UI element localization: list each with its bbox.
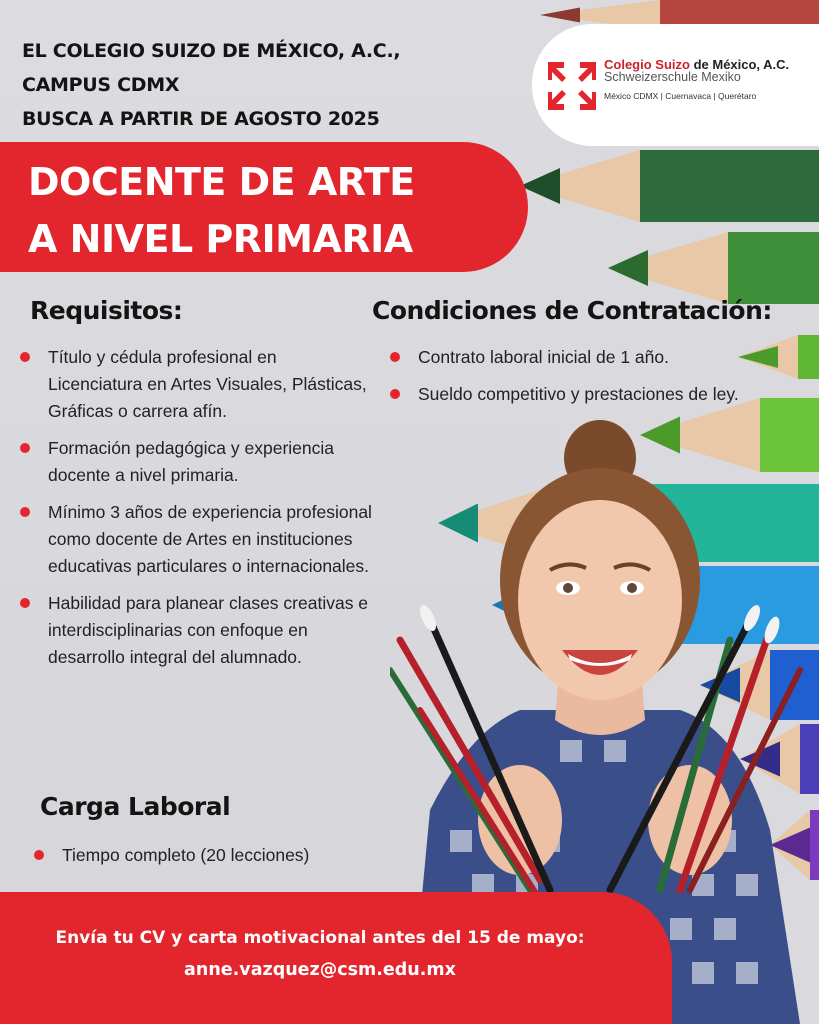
carga-heading: Carga Laboral [40,792,231,821]
footer-banner [0,892,672,1024]
bullet-dot-icon [390,389,400,399]
logo-locations: México CDMX | Cuernavaca | Querétaro [604,91,757,101]
condicion-item: Sueldo competitivo y prestaciones de ley. [390,381,740,408]
logo-card [532,24,819,146]
header-text [22,34,462,136]
requisitos-heading: Requisitos: [30,296,183,325]
contact-email[interactable]: anne.vazquez@csm.edu.mx [184,960,456,980]
requisitos-list [20,344,372,681]
logo-german-name: Schweizerschule Mexiko [604,70,741,84]
carga-item: Tiempo completo (20 lecciones) [34,842,374,869]
bullet-dot-icon [20,598,30,608]
job-title-line-2: A NIVEL PRIMARIA [28,217,413,261]
logo-name-dark: de México, A.C. [693,57,790,72]
bullet-dot-icon [20,352,30,362]
job-title-banner [0,142,528,272]
requisito-item: Mínimo 3 años de experiencia profesional como docente de Artes en instituciones educativas particulares o internacionales. [20,499,372,580]
job-title-line-1: DOCENTE DE ARTE [28,160,415,204]
requisito-item: Habilidad para planear clases creativas e interdisciplinarias con enfoque en desarrollo integral del alumnado. [20,590,372,671]
header-line-2: CAMPUS CDMX [22,74,180,96]
requisito-item: Formación pedagógica y experiencia docente a nivel primaria. [20,435,372,489]
school-logo-icon [546,60,598,112]
carga-list [34,842,374,879]
logo-name-red: Colegio Suizo [604,57,690,72]
requisito-item: Título y cédula profesional en Licenciatura en Artes Visuales, Plásticas, Gráficas o carrera afín. [20,344,372,425]
condiciones-heading: Condiciones de Contratación: [372,296,772,325]
footer-instructions: Envía tu CV y carta motivacional antes del 15 de mayo: [55,928,585,948]
header-line-3: BUSCA A PARTIR DE AGOSTO 2025 [22,108,380,130]
header-line-1: EL COLEGIO SUIZO DE MÉXICO, A.C., [22,40,401,62]
bullet-dot-icon [20,443,30,453]
bullet-dot-icon [390,352,400,362]
bullet-dot-icon [20,507,30,517]
condiciones-list [390,344,740,418]
condicion-item: Contrato laboral inicial de 1 año. [390,344,740,371]
bullet-dot-icon [34,850,44,860]
